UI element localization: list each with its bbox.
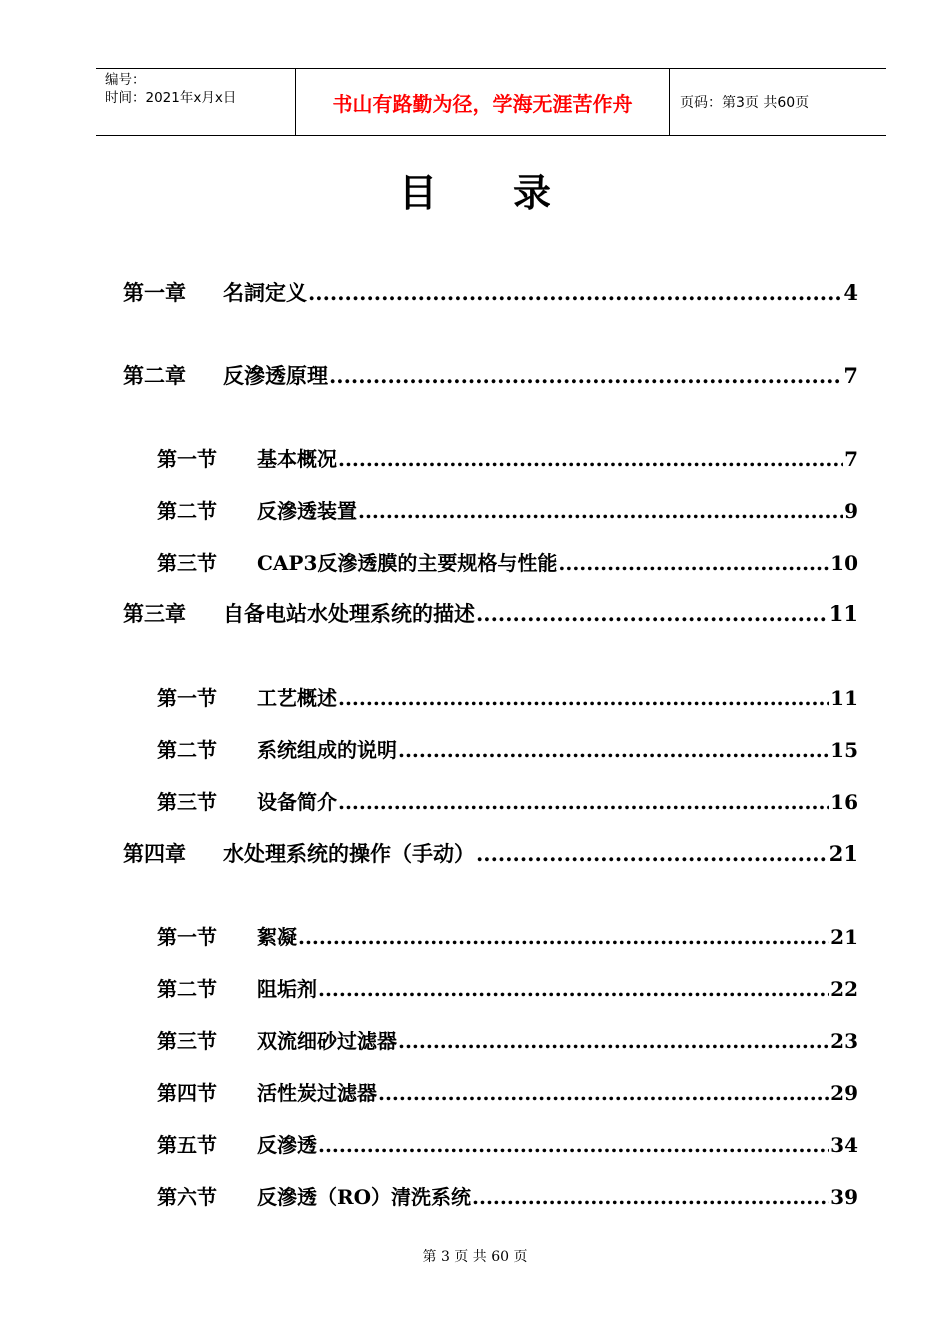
toc-text: 反滲透装置 bbox=[257, 499, 357, 523]
toc-page-number: 7 bbox=[844, 447, 858, 471]
toc-page-number: 16 bbox=[830, 790, 858, 814]
toc-leader bbox=[472, 1183, 829, 1211]
toc-text: 絮凝 bbox=[257, 925, 297, 949]
toc-section-entry[interactable] bbox=[157, 788, 858, 816]
toc-text: 活性炭过滤器 bbox=[257, 1081, 377, 1105]
toc-page-number: 22 bbox=[830, 977, 858, 1001]
toc-leader bbox=[318, 1131, 829, 1159]
toc-page-number: 34 bbox=[830, 1133, 858, 1157]
toc-section-entry[interactable] bbox=[157, 1079, 858, 1107]
toc-leader bbox=[398, 1027, 829, 1055]
toc-text: 阻垢剂 bbox=[257, 977, 317, 1001]
page-footer: 第 3 页 共 60 页 bbox=[422, 1249, 528, 1265]
toc-text: 基本概况 bbox=[257, 447, 337, 471]
toc-page-number: 21 bbox=[828, 841, 858, 866]
toc-text: 工艺概述 bbox=[257, 686, 337, 710]
toc-section-entry[interactable] bbox=[157, 497, 858, 525]
toc-text: 自备电站水处理系统的描述 bbox=[223, 601, 475, 626]
toc-leader bbox=[308, 279, 842, 307]
toc-text: 水处理系统的操作（手动） bbox=[223, 841, 475, 866]
header-motto: 书山有路勤为径，学海无涯苦作舟 bbox=[296, 69, 670, 135]
toc-leader bbox=[318, 975, 829, 1003]
toc-text: 名詞定义 bbox=[223, 280, 307, 305]
toc-section-entry[interactable] bbox=[157, 1027, 858, 1055]
toc-text: 反滲透 bbox=[257, 1133, 317, 1157]
toc-section-entry[interactable] bbox=[157, 923, 858, 951]
toc-page-number: 21 bbox=[830, 925, 858, 949]
toc-page-number: 11 bbox=[830, 686, 858, 710]
toc-page-number: 7 bbox=[843, 363, 858, 388]
toc-section-entry[interactable] bbox=[157, 445, 858, 473]
toc-text: 双流细砂过滤器 bbox=[257, 1029, 397, 1053]
toc-leader bbox=[378, 1079, 829, 1107]
toc-label: 第五节 bbox=[157, 1133, 217, 1157]
toc-chapter-entry[interactable] bbox=[123, 840, 858, 868]
toc-page-number: 39 bbox=[830, 1185, 858, 1209]
toc-chapter-entry[interactable] bbox=[123, 279, 858, 307]
toc-label: 第三节 bbox=[157, 790, 217, 814]
toc-page-number: 15 bbox=[830, 738, 858, 762]
toc-leader bbox=[476, 600, 828, 628]
toc-page-number: 4 bbox=[843, 280, 858, 305]
toc-section-entry[interactable] bbox=[157, 549, 858, 577]
toc-page-number: 29 bbox=[830, 1081, 858, 1105]
toc-leader bbox=[338, 445, 843, 473]
toc-section-entry[interactable] bbox=[157, 1131, 858, 1159]
toc-leader bbox=[338, 788, 829, 816]
toc-label: 第一节 bbox=[157, 447, 217, 471]
toc-section-entry[interactable] bbox=[157, 684, 858, 712]
toc-label: 第三章 bbox=[123, 601, 186, 626]
toc-text: 设备简介 bbox=[257, 790, 337, 814]
toc-chapter-entry[interactable] bbox=[123, 600, 858, 628]
header-meta bbox=[96, 69, 296, 135]
toc-label: 第一节 bbox=[157, 925, 217, 949]
toc-label: 第二节 bbox=[157, 499, 217, 523]
toc-chapter-entry[interactable] bbox=[123, 362, 858, 390]
toc-page-number: 11 bbox=[828, 601, 858, 626]
toc-leader bbox=[398, 736, 829, 764]
document-time: 时间：2021年x月x日 bbox=[105, 90, 237, 106]
page-title: 目 录 bbox=[398, 170, 551, 215]
toc-page-number: 10 bbox=[830, 551, 858, 575]
toc-page-number: 9 bbox=[844, 499, 858, 523]
page-header bbox=[96, 68, 886, 136]
toc-leader bbox=[558, 549, 829, 577]
toc-section-entry[interactable] bbox=[157, 736, 858, 764]
toc-section-entry[interactable] bbox=[157, 1183, 858, 1211]
toc-page-number: 23 bbox=[830, 1029, 858, 1053]
toc-leader bbox=[476, 840, 828, 868]
toc-leader bbox=[329, 362, 842, 390]
toc-text: 反滲透原理 bbox=[223, 363, 328, 388]
toc-text: 反滲透（RO）清洗系统 bbox=[257, 1185, 472, 1209]
toc-text: 系统组成的说明 bbox=[257, 738, 397, 762]
toc-text: CAP3反滲透膜的主要规格与性能 bbox=[257, 551, 558, 575]
toc-label: 第一节 bbox=[157, 686, 217, 710]
toc-label: 第二节 bbox=[157, 977, 217, 1001]
toc-label: 第三节 bbox=[157, 551, 217, 575]
document-number-label: 编号： bbox=[105, 72, 146, 88]
toc-label: 第四章 bbox=[123, 841, 186, 866]
header-page-info: 页码：第3页 共60页 bbox=[680, 95, 810, 111]
toc-label: 第一章 bbox=[123, 280, 186, 305]
toc-leader bbox=[298, 923, 829, 951]
toc-section-entry[interactable] bbox=[157, 975, 858, 1003]
toc-label: 第四节 bbox=[157, 1081, 217, 1105]
toc-label: 第三节 bbox=[157, 1029, 217, 1053]
toc-label: 第六节 bbox=[157, 1185, 217, 1209]
toc-label: 第二章 bbox=[123, 363, 186, 388]
toc-leader bbox=[358, 497, 843, 525]
toc-leader bbox=[338, 684, 829, 712]
toc-label: 第二节 bbox=[157, 738, 217, 762]
